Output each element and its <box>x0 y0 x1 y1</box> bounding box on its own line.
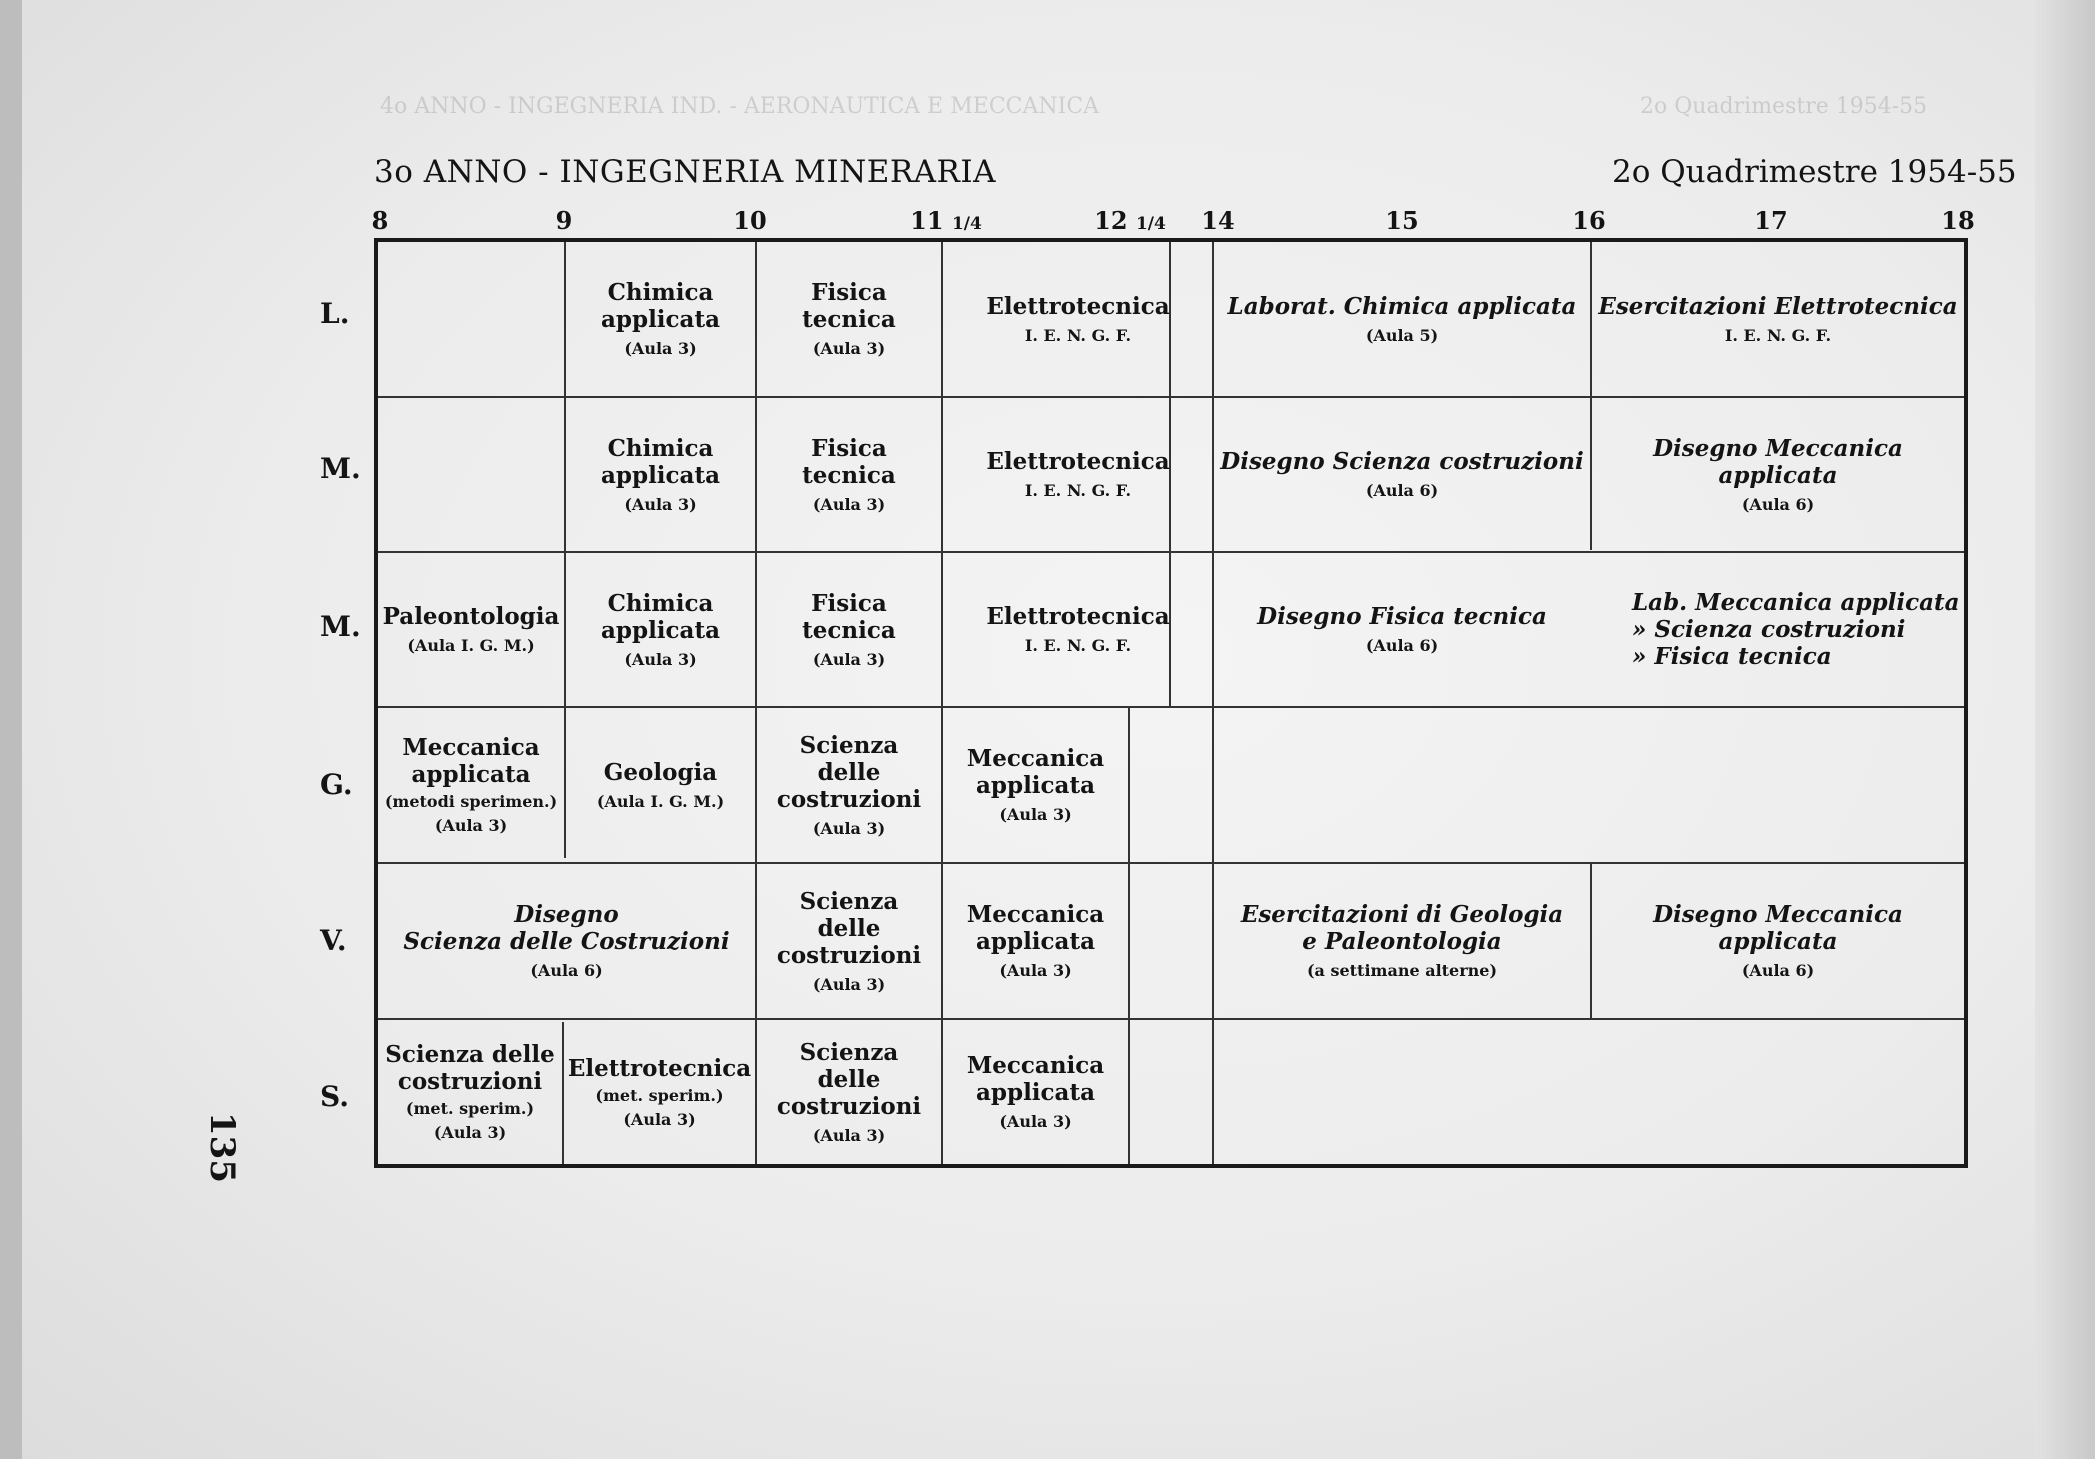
schedule-cell: Scienza delle costruzioni (Aula 3) <box>776 1038 922 1145</box>
schedule-cell: Disegno Scienza costruzioni (Aula 6) <box>1220 448 1584 500</box>
schedule-cell: Lab. Meccanica applicata » Scienza costruzioni » Fisica tecnica <box>1632 589 1960 670</box>
scan-edge-left <box>0 0 22 1459</box>
schedule-cell: Fisica tecnica (Aula 3) <box>802 434 896 514</box>
schedule-title: 3o ANNO - INGEGNERIA MINERARIA <box>374 154 997 190</box>
scan-edge-right <box>2035 0 2095 1459</box>
schedule-cell: Meccanica applicata (metodi sperimen.) (Aula 3) <box>384 734 558 835</box>
day-label-tuesday: M. <box>320 452 361 485</box>
hour-label: 16 <box>1572 206 1606 235</box>
schedule-cell: Disegno Fisica tecnica (Aula 6) <box>1257 603 1547 655</box>
column-divider <box>1128 706 1130 1164</box>
day-label-friday: V. <box>320 924 347 957</box>
schedule-cell: Fisica tecnica (Aula 3) <box>802 279 896 358</box>
day-label-monday: L. <box>320 297 350 330</box>
term-label: 2o Quadrimestre 1954-55 <box>1612 154 2017 190</box>
schedule-cell: Geologia (Aula I. G. M.) <box>596 758 725 811</box>
schedule-cell: Elettrotecnica I. E. N. G. F. <box>986 448 1170 500</box>
hour-label: 9 <box>555 206 573 235</box>
schedule-cell: Fisica tecnica (Aula 3) <box>802 589 896 669</box>
schedule-cell: Elettrotecnica I. E. N. G. F. <box>986 603 1170 655</box>
schedule-cell: Meccanica applicata (Aula 3) <box>966 901 1105 980</box>
bleed-through-text: 4o ANNO - INGEGNERIA IND. - AERONAUTICA E MECCANICA <box>380 94 1100 119</box>
hour-label: 8 <box>371 206 389 235</box>
schedule-cell: Chimica applicata (Aula 3) <box>601 434 720 514</box>
schedule-cell: Elettrotecnica I. E. N. G. F. <box>986 292 1170 345</box>
day-label-saturday: S. <box>320 1080 349 1113</box>
schedule-cell: Meccanica applicata (Aula 3) <box>966 1052 1105 1131</box>
hour-label: 15 <box>1385 206 1419 235</box>
day-label-thursday: G. <box>320 768 353 801</box>
schedule-cell: Scienza delle costruzioni (Aula 3) <box>776 887 922 994</box>
bleed-through-text: 2o Quadrimestre 1954-55 <box>1640 94 1928 119</box>
schedule-cell: Esercitazioni Elettrotecnica I. E. N. G. F. <box>1598 292 1958 345</box>
schedule-cell: Paleontologia (Aula I. G. M.) <box>382 603 560 655</box>
page-number: 135 <box>202 1112 242 1183</box>
day-label-wednesday: M. <box>320 610 361 643</box>
schedule-cell: Disegno Meccanica applicata (Aula 6) <box>1653 434 1903 514</box>
hour-label: 11 1/4 <box>910 206 982 235</box>
schedule-cell: Elettrotecnica (met. sperim.) (Aula 3) <box>567 1054 752 1129</box>
schedule-cell: Chimica applicata (Aula 3) <box>601 589 720 669</box>
schedule-cell: Laborat. Chimica applicata (Aula 5) <box>1227 292 1577 345</box>
schedule-cell: Meccanica applicata (Aula 3) <box>966 745 1105 824</box>
schedule-cell: Scienza delle costruzioni (met. sperim.) (Aula 3) <box>385 1041 555 1142</box>
schedule-cell: Scienza delle costruzioni (Aula 3) <box>776 731 922 838</box>
hour-label: 10 <box>733 206 767 235</box>
hour-label: 14 <box>1201 206 1235 235</box>
schedule-cell: Disegno Meccanica applicata (Aula 6) <box>1653 901 1903 980</box>
schedule-cell: Chimica applicata (Aula 3) <box>601 279 720 358</box>
schedule-cell: Disegno Scienza delle Costruzioni (Aula 6) <box>403 901 730 980</box>
schedule-cell: Esercitazioni di Geologia e Paleontologia (a settimane alterne) <box>1240 901 1564 980</box>
hour-label: 12 1/4 <box>1094 206 1166 235</box>
hour-label: 18 <box>1941 206 1975 235</box>
hour-label: 17 <box>1754 206 1788 235</box>
